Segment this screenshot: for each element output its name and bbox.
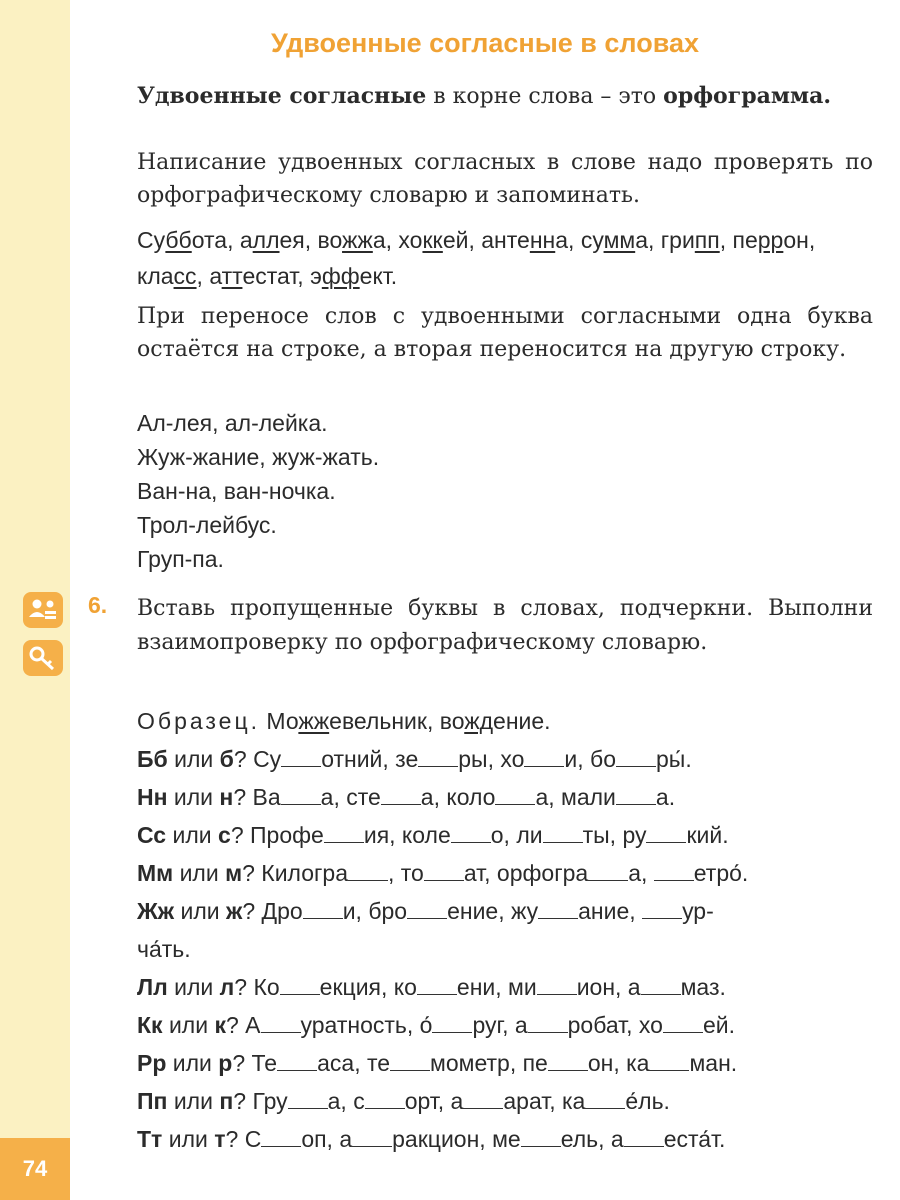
hyphen-example: Груп-па.: [137, 546, 224, 572]
word-fragment: ты, ру: [582, 822, 647, 848]
word-part: а,: [372, 227, 393, 253]
example-word: [137, 227, 233, 253]
double-consonant-examples: [137, 222, 873, 294]
word-fragment: ей.: [702, 1012, 735, 1038]
blank-input[interactable]: [417, 974, 457, 995]
word-part: а,: [635, 227, 655, 253]
letter-pair: Тт: [137, 1126, 163, 1152]
word-fragment: мометр, пе: [430, 1050, 548, 1076]
word-fragment: е́ль.: [625, 1088, 670, 1114]
word-fragment: кий.: [686, 822, 729, 848]
double-letters: сс: [173, 263, 197, 289]
example-word: [209, 263, 303, 289]
blank-input[interactable]: [390, 1050, 430, 1071]
blank-input[interactable]: [616, 784, 656, 805]
word-part: а,: [555, 227, 575, 253]
single-letter: л: [219, 974, 235, 1000]
example-word: [240, 227, 311, 253]
blank-input[interactable]: [537, 974, 577, 995]
or-word: или: [180, 898, 220, 924]
word-fragment: ракцион, ме: [392, 1126, 521, 1152]
exercise-block: [137, 702, 873, 1158]
word-part: гри: [660, 227, 695, 253]
letter-pair: Сс: [137, 822, 167, 848]
word-fragment: ат, орфогра: [463, 860, 589, 886]
word-fragment: ель, а: [560, 1126, 624, 1152]
sample-label: Образец.: [137, 708, 261, 734]
word-fragment: а, с: [327, 1088, 365, 1114]
word-part: э: [310, 263, 322, 289]
blank-input[interactable]: [524, 746, 564, 767]
blank-input[interactable]: [649, 1050, 689, 1071]
blank-input[interactable]: [261, 1126, 301, 1147]
double-letters: фф: [321, 263, 360, 289]
blank-input[interactable]: [642, 898, 682, 919]
example-word: [310, 263, 397, 289]
blank-input[interactable]: [303, 898, 343, 919]
word-part: естат,: [242, 263, 304, 289]
exercise-line-continuation: ча́ть.: [137, 936, 191, 962]
example-word: [137, 263, 203, 289]
blank-input[interactable]: [654, 860, 694, 881]
word-fragment: а, сте: [320, 784, 381, 810]
word-fragment: оп, а: [301, 1126, 353, 1152]
word-fragment: а,: [628, 860, 654, 886]
word-part: кла: [137, 263, 174, 289]
blank-input[interactable]: [418, 746, 458, 767]
word-part: су: [580, 227, 604, 253]
letter-pair: Лл: [137, 974, 168, 1000]
or-word: или: [173, 1088, 213, 1114]
single-letter: с: [218, 822, 231, 848]
sample-word: [266, 708, 433, 734]
word-fragment: Дро: [261, 898, 303, 924]
blank-input[interactable]: [641, 974, 681, 995]
word-fragment: а, коло: [420, 784, 496, 810]
word-fragment: ение, жу: [447, 898, 539, 924]
word-fragment: Килогра: [261, 860, 348, 886]
rule-spelling-check: Написание удвоенных согласных в слове надо проверять по орфографическому словарю и запоминать.: [137, 150, 873, 208]
example-word: [581, 227, 655, 253]
double-letters: рр: [757, 227, 784, 253]
or-word: или: [168, 1012, 209, 1038]
letter-pair: Мм: [137, 860, 174, 886]
blank-input[interactable]: [424, 860, 464, 881]
sample-line: [137, 702, 873, 740]
letter-pair: Нн: [137, 784, 168, 810]
word-part: во: [439, 708, 465, 734]
word-part: ,: [719, 227, 727, 253]
single-letter: р: [218, 1050, 233, 1076]
blank-input[interactable]: [616, 746, 656, 767]
word-fragment: орт, а: [404, 1088, 464, 1114]
pair-work-icon: [23, 592, 63, 628]
hyphen-example: Трол-лейбус.: [137, 512, 277, 538]
word-fragment: ман.: [689, 1050, 738, 1076]
word-fragment: руг, а: [472, 1012, 528, 1038]
single-letter: м: [225, 860, 243, 886]
or-word: или: [173, 784, 214, 810]
blank-input[interactable]: [663, 1012, 703, 1033]
rule-hyphenation: При переносе слов с удвоенными согласными одна буква остаётся на строке, а вторая переносится на другую строку.: [137, 304, 873, 362]
blank-input[interactable]: [543, 822, 583, 843]
single-letter: ж: [226, 898, 243, 924]
word-part: ,: [196, 263, 203, 289]
word-fragment: робат, хо: [567, 1012, 663, 1038]
double-letters: мм: [603, 227, 636, 253]
letter-pair: Кк: [137, 1012, 163, 1038]
task-instruction: Вставь пропущенные буквы в словах, подчеркни. Выполни взаимопроверку по орфографическому словарю.: [137, 596, 873, 655]
blank-input[interactable]: [624, 1126, 664, 1147]
blank-input[interactable]: [381, 784, 421, 805]
blank-input[interactable]: [261, 1012, 301, 1033]
word-part: а: [209, 263, 222, 289]
blank-input[interactable]: [495, 784, 535, 805]
rule-mid: в корне слова – это: [426, 84, 664, 109]
hyphenation-examples: [137, 406, 637, 576]
blank-input[interactable]: [463, 1088, 503, 1109]
blank-input[interactable]: [548, 1050, 588, 1071]
key-icon: [23, 640, 63, 676]
blank-input[interactable]: [538, 898, 578, 919]
example-word: [733, 227, 816, 253]
single-letter: б: [219, 746, 234, 772]
sample-word: [440, 708, 551, 734]
double-letters: жж: [342, 227, 373, 253]
blank-input[interactable]: [348, 860, 388, 881]
hyphen-example: Жуж-жание, жуж-жать.: [137, 444, 380, 470]
word-part: Су: [137, 227, 166, 253]
or-word: или: [168, 1126, 208, 1152]
word-part: ей,: [442, 227, 475, 253]
letter-pair: Жж: [137, 898, 175, 924]
exercise-line: Рр или р? Те аса, те мометр, пе он, ка ман.: [137, 1050, 738, 1076]
double-letters: тт: [221, 263, 243, 289]
word-fragment: ры́.: [656, 746, 692, 772]
or-word: или: [172, 822, 212, 848]
word-fragment: Те: [251, 1050, 278, 1076]
sample-words: [266, 708, 550, 734]
example-word: [398, 227, 474, 253]
double-letters: бб: [165, 227, 192, 253]
or-word: или: [174, 974, 214, 1000]
letter-pair: Бб: [137, 746, 168, 772]
blank-input[interactable]: [451, 822, 491, 843]
word-fragment: а, мали: [535, 784, 616, 810]
exercise-line: Бб или б? Су отний, зе ры, хо и, бо ры́.: [137, 746, 692, 772]
word-part: хо: [398, 227, 423, 253]
word-fragment: а.: [655, 784, 676, 810]
word-fragment: екция, ко: [319, 974, 417, 1000]
blank-input[interactable]: [588, 860, 628, 881]
exercise-line: Тт или т? С оп, а ракцион, ме ель, а еста́т.: [137, 1126, 726, 1152]
word-fragment: ия, коле: [363, 822, 451, 848]
word-part: а: [239, 227, 253, 253]
word-fragment: ени, ми: [456, 974, 537, 1000]
hyphen-example: Ал-лея, ал-лейка.: [137, 410, 328, 436]
word-part: он,: [783, 227, 816, 253]
word-fragment: етро́.: [693, 860, 749, 886]
word-fragment: ион, а: [576, 974, 641, 1000]
letter-pair: Рр: [137, 1050, 167, 1076]
rule-double-consonants: [137, 80, 873, 113]
word-part: пе: [732, 227, 758, 253]
rule-bold-tail: орфограмма.: [663, 83, 831, 109]
or-word: или: [172, 1050, 212, 1076]
word-fragment: , то: [388, 860, 424, 886]
exercise-line: Жж или ж? Дро и, бро ение, жу ание, ур-: [137, 898, 714, 924]
blank-input[interactable]: [365, 1088, 405, 1109]
word-fragment: Ва: [252, 784, 281, 810]
word-fragment: маз.: [680, 974, 726, 1000]
double-letters: лл: [252, 227, 280, 253]
word-part: во: [317, 227, 343, 253]
blank-input[interactable]: [281, 746, 321, 767]
blank-input[interactable]: [585, 1088, 625, 1109]
word-fragment: ры, хо: [458, 746, 525, 772]
word-fragment: о, ли: [490, 822, 543, 848]
word-part: евельник,: [329, 708, 434, 734]
blank-input[interactable]: [277, 1050, 317, 1071]
page-title: Удвоенные согласные в словах: [270, 28, 699, 58]
word-fragment: отний, зе: [321, 746, 419, 772]
or-word: или: [179, 860, 219, 886]
blank-input[interactable]: [407, 898, 447, 919]
word-fragment: А: [245, 1012, 261, 1038]
blank-input[interactable]: [646, 822, 686, 843]
single-letter: т: [214, 1126, 226, 1152]
double-letters: жд: [464, 708, 494, 734]
double-letters: пп: [694, 227, 720, 253]
hyphen-example: Ван-на, ван-ночка.: [137, 478, 336, 504]
single-letter: н: [219, 784, 234, 810]
rule-bold-lead: Удвоенные согласные: [137, 83, 427, 109]
word-part: ект.: [359, 263, 398, 289]
exercise-line: Лл или л? Ко екция, ко ени, ми ион, а маз.: [137, 974, 726, 1000]
exercise-line: Пп или п? Гру а, с орт, а арат, ка е́ль.: [137, 1088, 670, 1114]
word-part: ота,: [191, 227, 234, 253]
example-word: [318, 227, 392, 253]
exercise-line: Нн или н? Ва а, сте а, коло а, мали а.: [137, 784, 676, 810]
double-letters: нн: [529, 227, 556, 253]
letter-pair: Пп: [137, 1088, 168, 1114]
blank-input[interactable]: [528, 1012, 568, 1033]
example-word: [661, 227, 726, 253]
double-letters: кк: [422, 227, 443, 253]
word-fragment: и, бро: [342, 898, 408, 924]
exercise-line: Мм или м? Килогра , то ат, орфогра а, етро́.: [137, 860, 749, 886]
word-part: ение.: [493, 708, 551, 734]
task-number: 6.: [88, 592, 108, 618]
word-fragment: Профе: [250, 822, 324, 848]
page-number: 74: [0, 1138, 70, 1200]
word-fragment: он, ка: [587, 1050, 650, 1076]
or-word: или: [174, 746, 214, 772]
word-fragment: аса, те: [317, 1050, 391, 1076]
word-fragment: С: [244, 1126, 262, 1152]
blank-input[interactable]: [280, 974, 320, 995]
exercise-line: Сс или с? Профе ия, коле о, ли ты, ру кий.: [137, 822, 729, 848]
blank-input[interactable]: [352, 1126, 392, 1147]
word-fragment: арат, ка: [503, 1088, 586, 1114]
double-letters: жж: [298, 708, 330, 734]
word-fragment: Су: [253, 746, 282, 772]
word-fragment: уратность, о́: [300, 1012, 433, 1038]
blank-input[interactable]: [432, 1012, 472, 1033]
exercise-line: Кк или к? А уратность, о́ руг, а робат, хо ей.: [137, 1012, 735, 1038]
word-fragment: еста́т.: [663, 1126, 726, 1152]
word-fragment: Ко: [253, 974, 280, 1000]
word-fragment: ание,: [578, 898, 643, 924]
exercise-lines: [137, 740, 873, 1158]
single-letter: п: [219, 1088, 234, 1114]
word-fragment: ур-: [682, 898, 714, 924]
blank-input[interactable]: [281, 784, 321, 805]
single-letter: к: [214, 1012, 226, 1038]
blank-input[interactable]: [521, 1126, 561, 1147]
word-part: анте: [481, 227, 530, 253]
word-part: Мо: [266, 708, 299, 734]
word-part: ея,: [279, 227, 312, 253]
blank-input[interactable]: [324, 822, 364, 843]
blank-input[interactable]: [288, 1088, 328, 1109]
example-word: [481, 227, 574, 253]
word-fragment: Гру: [252, 1088, 288, 1114]
word-fragment: и, бо: [564, 746, 616, 772]
